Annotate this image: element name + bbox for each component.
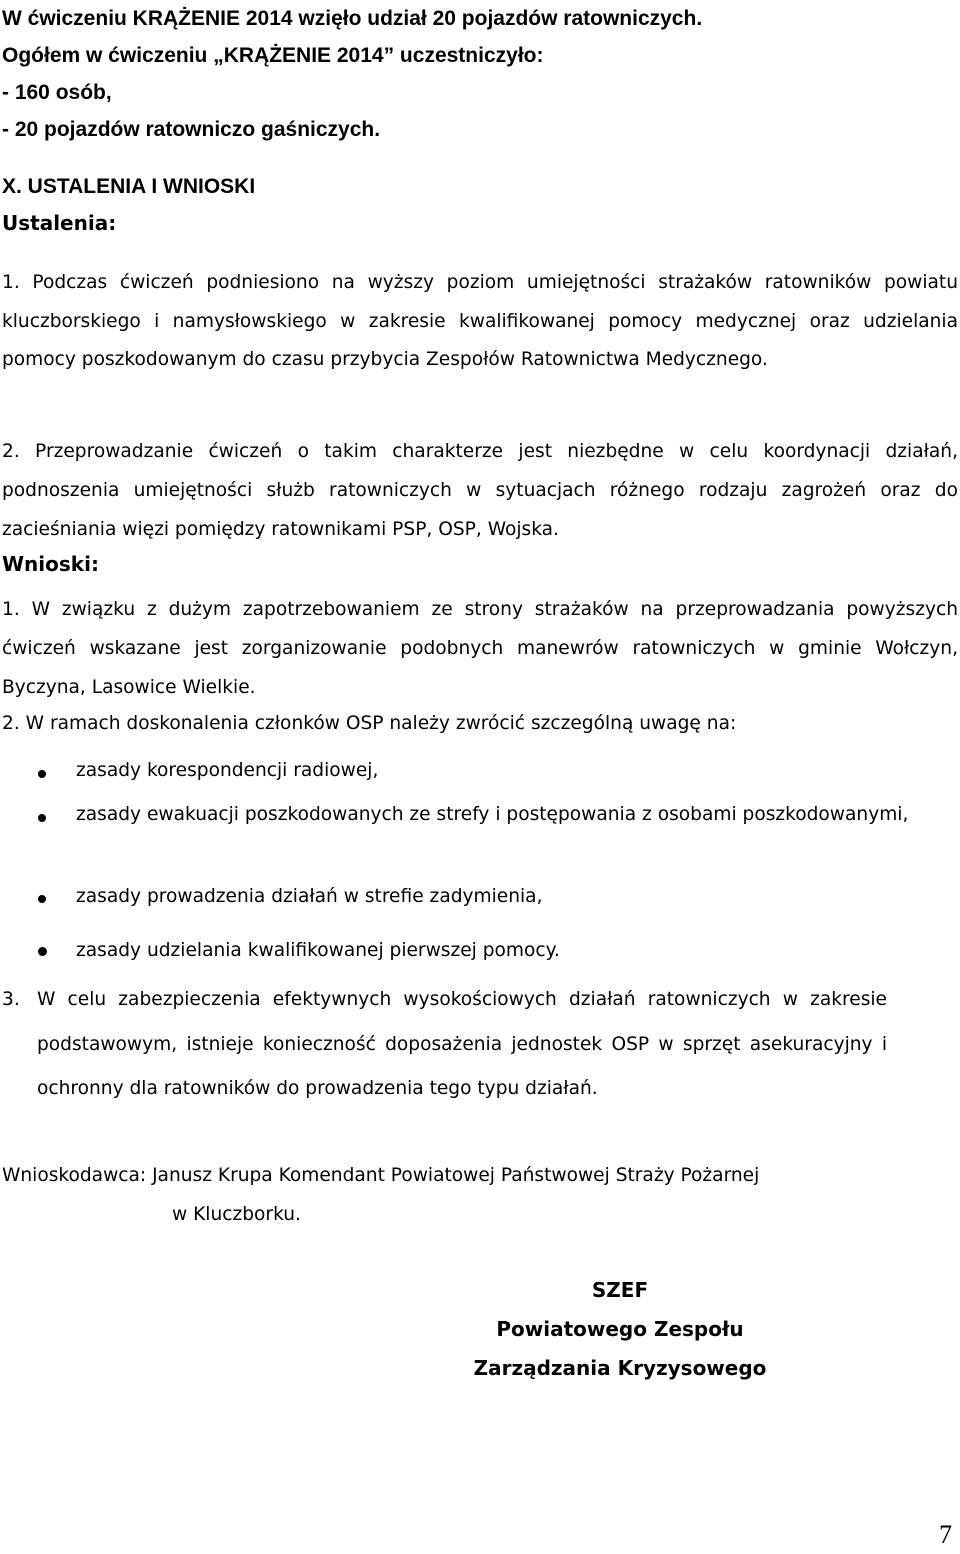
bullet-dot bbox=[38, 814, 46, 822]
signature-line-3: Zarządzania Kryzysowego bbox=[473, 1356, 767, 1380]
list-item: zasady korespondencji radiowej, bbox=[76, 760, 379, 781]
list-item: zasady prowadzenia działań w strefie zadymienia, bbox=[76, 886, 543, 907]
list-item: zasady ewakuacji poszkodowanych ze strefy i postępowania z osobami poszkodowanymi, bbox=[76, 804, 909, 825]
finding-1: 1. Podczas ćwiczeń podniesiono na wyższy poziom umiejętności strażaków ratowników powiatu kluczborskiego i namysłowskiego w zakresie kwalifikowanej pomocy medycznej oraz udzielania pomocy poszkodowanym do czasu przybycia Zespołów Ratownictwa Medycznego. bbox=[2, 272, 958, 371]
intro-block bbox=[2, 0, 702, 148]
findings-heading: Ustalenia: bbox=[2, 211, 117, 235]
conclusion-3-number: 3. bbox=[2, 989, 20, 1010]
signature-title: SZEF bbox=[591, 1278, 649, 1302]
finding-2: 2. Przeprowadzanie ćwiczeń o takim charakterze jest niezbędne w celu koordynacji działań, podnoszenia umiejętności służb ratowniczych w sytuacjach różnego rodzaju zagrożeń oraz do zacieśniania więzi pomiędzy ratownikami PSP, OSP, Wojska. bbox=[2, 441, 958, 540]
bullet-dot bbox=[38, 947, 47, 956]
applicant-line-1: Wnioskodawca: Janusz Krupa Komendant Powiatowej Państwowej Straży Pożarnej bbox=[2, 1165, 760, 1186]
conclusion-2: 2. W ramach doskonalenia członków OSP należy zwrócić szczególną uwagę na: bbox=[2, 713, 737, 734]
intro-line-1: W ćwiczeniu KRĄŻENIE 2014 wzięło udział 20 pojazdów ratowniczych. bbox=[2, 7, 703, 30]
intro-line-3: - 160 osób, bbox=[2, 81, 112, 104]
conclusions-heading: Wnioski: bbox=[2, 552, 99, 576]
bullet-dot bbox=[38, 770, 46, 778]
conclusion-1: 1. W związku z dużym zapotrzebowaniem ze strony strażaków na przeprowadzania powyższych ćwiczeń wskazane jest zorganizowanie podobnych manewrów ratowniczych w gminie Wołczyn, Byczyna, Lasowice Wielkie. bbox=[2, 599, 958, 698]
signature-line-2: Powiatowego Zespołu bbox=[496, 1317, 744, 1341]
section-heading: X. USTALENIA I WNIOSKI bbox=[2, 175, 256, 198]
conclusion-3: W celu zabezpieczenia efektywnych wysokościowych działań ratowniczych w zakresie podstawowym, istnieje konieczność doposażenia jednostek OSP w sprzęt asekuracyjny i ochronny dla ratowników do prowadzenia tego typu działań. bbox=[37, 989, 887, 1100]
intro-line-4: - 20 pojazdów ratowniczo gaśniczych. bbox=[2, 118, 381, 141]
intro-line-2: Ogółem w ćwiczeniu „KRĄŻENIE 2014” uczestniczyło: bbox=[2, 44, 544, 67]
applicant-line-2: w Kluczborku. bbox=[172, 1204, 301, 1225]
page-number: 7 bbox=[939, 1520, 952, 1549]
bullet-dot bbox=[38, 895, 46, 903]
list-item: zasady udzielania kwalifikowanej pierwszej pomocy. bbox=[76, 940, 560, 961]
